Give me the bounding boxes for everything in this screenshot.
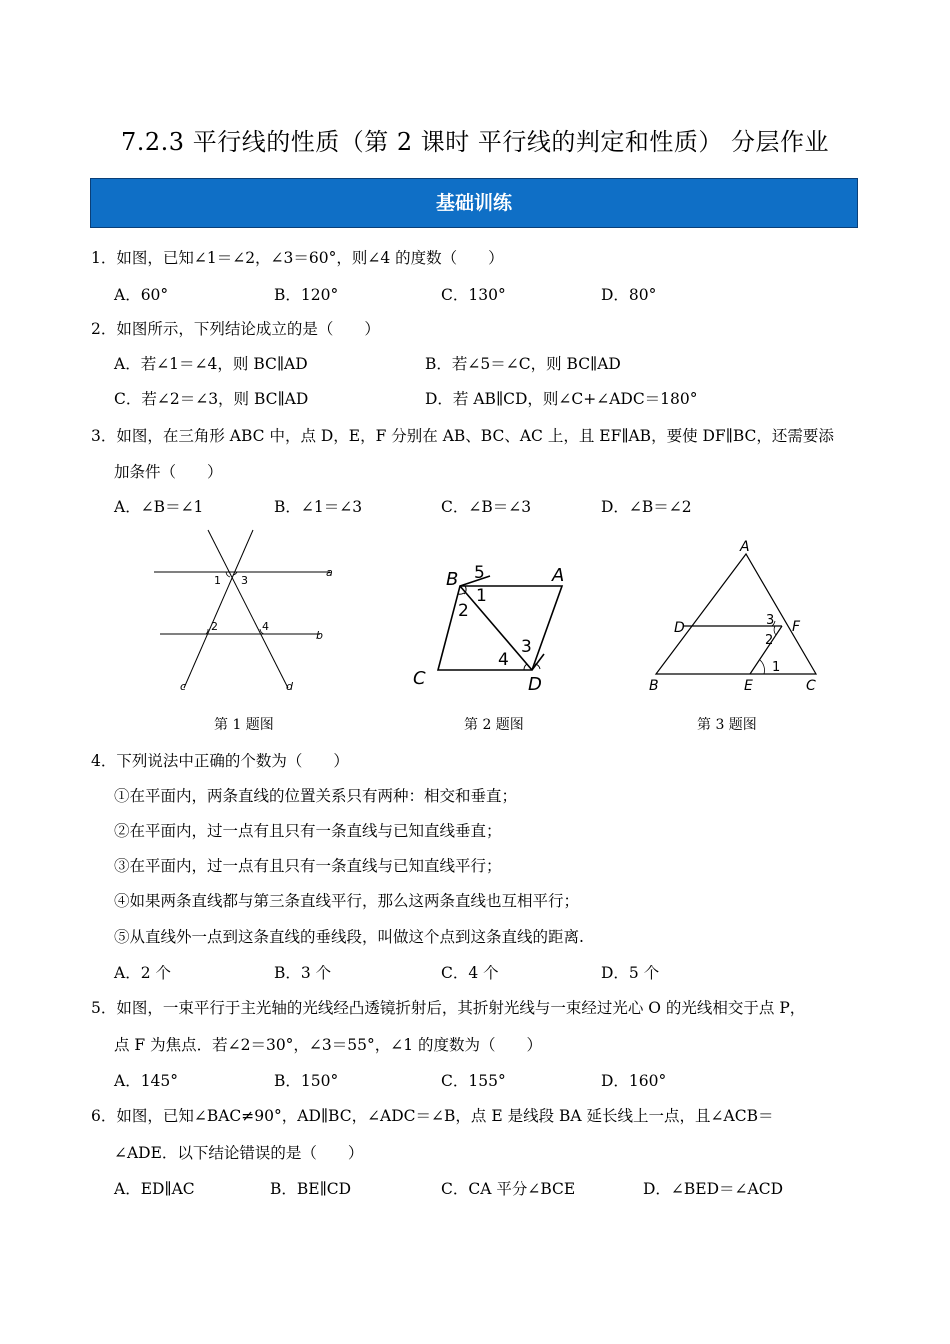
q4-option-d[interactable]: D．5 个 — [601, 964, 660, 982]
question-6-stem-1: 6．如图，已知∠BAC≠90°，AD∥BC，∠ADC＝∠B，点 E 是线段 BA 延长线上一点，且∠ACB＝ — [91, 1107, 774, 1125]
q3-option-c[interactable]: C．∠B＝∠3 — [441, 498, 532, 516]
fig1-label-4: 4 — [262, 620, 269, 633]
figure-3-caption: 第 3 题图 — [697, 717, 757, 733]
question-3-stem-2: 加条件（ ） — [114, 463, 223, 481]
fig2-label-3: 3 — [521, 637, 532, 657]
fig2-label-D: D — [528, 674, 542, 695]
fig2-label-A: A — [552, 565, 565, 586]
fig2-label-5: 5 — [474, 563, 485, 583]
figure-3 — [640, 536, 830, 696]
question-2-stem: 2．如图所示，下列结论成立的是（ ） — [91, 320, 380, 338]
fig3-label-E: E — [744, 678, 753, 694]
q6-option-b[interactable]: B．BE∥CD — [270, 1180, 352, 1198]
question-3-stem-1: 3．如图，在三角形 ABC 中，点 D，E，F 分别在 AB、BC、AC 上，且 EF∥AB，要使 DF∥BC，还需要添 — [91, 427, 834, 445]
fig3-label-2: 2 — [765, 633, 774, 648]
question-5-stem-2: 点 F 为焦点．若∠2＝30°，∠3＝55°，∠1 的度数为（ ） — [114, 1036, 543, 1054]
q6-option-d[interactable]: D．∠BED＝∠ACD — [643, 1180, 784, 1198]
figure-1-caption: 第 1 题图 — [214, 717, 274, 733]
figure-2 — [410, 556, 580, 696]
question-1-stem: 1．如图，已知∠1＝∠2，∠3＝60°，则∠4 的度数（ ） — [91, 249, 504, 267]
fig2-label-2: 2 — [458, 601, 469, 621]
q4-statement-3: ③在平面内，过一点有且只有一条直线与已知直线平行； — [114, 857, 502, 875]
q4-option-a[interactable]: A．2 个 — [114, 964, 171, 982]
question-6-stem-2: ∠ADE．以下结论错误的是（ ） — [114, 1144, 364, 1162]
fig3-label-B: B — [649, 678, 659, 694]
q5-option-c[interactable]: C．155° — [441, 1072, 506, 1090]
fig2-label-B: B — [446, 569, 459, 590]
q4-statement-5: ⑤从直线外一点到这条直线的垂线段，叫做这个点到这条直线的距离. — [114, 928, 584, 946]
q4-statement-1: ①在平面内，两条直线的位置关系只有两种：相交和垂直； — [114, 787, 518, 805]
fig1-label-2: 2 — [211, 620, 218, 633]
fig1-label-c: c — [180, 680, 187, 693]
fig3-label-A: A — [740, 539, 750, 555]
fig3-label-D: D — [674, 620, 685, 636]
fig1-label-a: a — [326, 566, 333, 579]
fig3-label-F: F — [792, 619, 801, 635]
fig1-label-3: 3 — [241, 574, 248, 587]
fig2-label-4: 4 — [498, 650, 509, 670]
page-title: 7.2.3 平行线的性质（第 2 课时 平行线的判定和性质） 分层作业 — [121, 128, 829, 156]
q4-statement-4: ④如果两条直线都与第三条直线平行，那么这两条直线也互相平行； — [114, 892, 580, 910]
q5-option-b[interactable]: B．150° — [274, 1072, 339, 1090]
fig3-label-C: C — [806, 678, 816, 694]
q3-option-a[interactable]: A．∠B＝∠1 — [114, 498, 204, 516]
q1-option-d[interactable]: D．80° — [601, 286, 657, 304]
question-4-stem: 4．下列说法中正确的个数为（ ） — [91, 752, 349, 770]
q5-option-d[interactable]: D．160° — [601, 1072, 667, 1090]
fig1-label-b: b — [316, 629, 323, 642]
q1-option-a[interactable]: A．60° — [114, 286, 169, 304]
fig3-label-1: 1 — [772, 660, 781, 675]
section-banner: 基础训练 — [90, 178, 858, 228]
q5-option-a[interactable]: A．145° — [114, 1072, 179, 1090]
q2-option-a[interactable]: A．若∠1＝∠4，则 BC∥AD — [114, 355, 308, 373]
figure-1 — [150, 528, 340, 696]
fig2-label-1: 1 — [476, 586, 487, 606]
fig2-label-C: C — [413, 668, 426, 689]
q4-option-b[interactable]: B．3 个 — [274, 964, 332, 982]
q4-statement-2: ②在平面内，过一点有且只有一条直线与已知直线垂直； — [114, 822, 502, 840]
fig1-label-1: 1 — [214, 574, 221, 587]
q2-option-c[interactable]: C．若∠2＝∠3，则 BC∥AD — [114, 390, 309, 408]
q2-option-d[interactable]: D．若 AB∥CD，则∠C+∠ADC＝180° — [425, 390, 698, 408]
q6-option-a[interactable]: A．ED∥AC — [114, 1180, 195, 1198]
q3-option-b[interactable]: B．∠1＝∠3 — [274, 498, 363, 516]
question-5-stem-1: 5．如图，一束平行于主光轴的光线经凸透镜折射后，其折射光线与一束经过光心 O 的光线相交于点 P， — [91, 999, 806, 1017]
q2-option-b[interactable]: B．若∠5＝∠C，则 BC∥AD — [425, 355, 621, 373]
q1-option-b[interactable]: B．120° — [274, 286, 339, 304]
q4-option-c[interactable]: C．4 个 — [441, 964, 499, 982]
figure-2-caption: 第 2 题图 — [464, 717, 524, 733]
q6-option-c[interactable]: C．CA 平分∠BCE — [441, 1180, 576, 1198]
q3-option-d[interactable]: D．∠B＝∠2 — [601, 498, 692, 516]
q1-option-c[interactable]: C．130° — [441, 286, 506, 304]
fig1-label-d: d — [286, 680, 293, 693]
fig3-label-3: 3 — [766, 613, 775, 628]
